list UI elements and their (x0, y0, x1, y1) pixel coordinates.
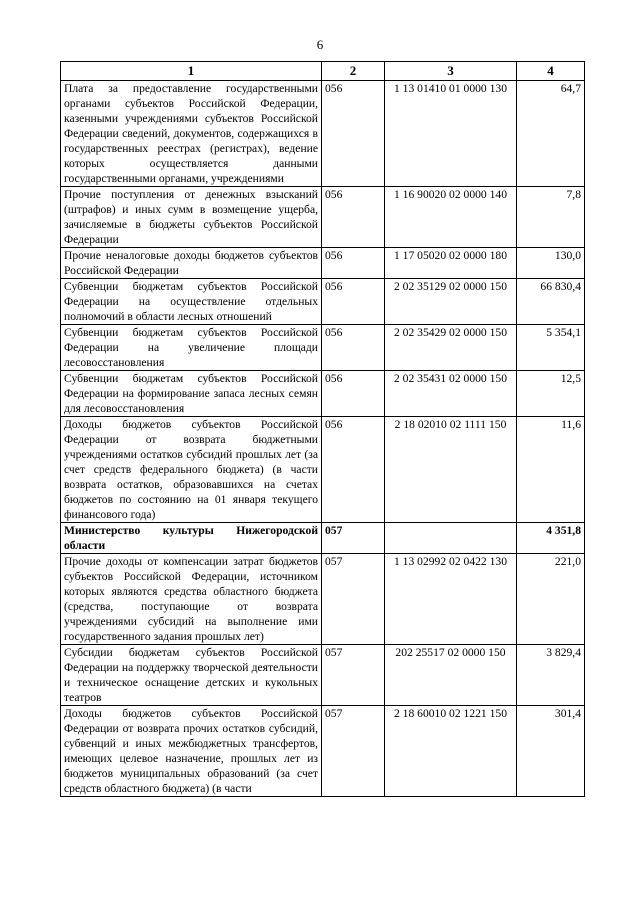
header-col-1: 1 (61, 62, 322, 81)
table-row (61, 554, 585, 645)
budget-class-code: 202 25517 02 0000 150 (385, 645, 517, 706)
income-name: Субвенции бюджетам субъектов Российской Федерации на осуществление отдельных полномочий в области лесных отношений (61, 279, 322, 325)
budget-class-code: 2 18 02010 02 1111 150 (385, 417, 517, 523)
budget-class-code: 1 16 90020 02 0000 140 (385, 187, 517, 248)
budget-class-code: 2 02 35431 02 0000 150 (385, 371, 517, 417)
budget-class-code (385, 523, 517, 554)
table-row (61, 706, 585, 797)
admin-code: 057 (322, 645, 385, 706)
table-row (61, 279, 585, 325)
section-title: Министерство культуры Нижегородской области (61, 523, 322, 554)
page-number: 6 (316, 37, 324, 52)
admin-code: 056 (322, 417, 385, 523)
admin-code: 057 (322, 554, 385, 645)
income-name: Прочие доходы от компенсации затрат бюджетов субъектов Российской Федерации, источником которых являются средства областного бюджета (средства, поступающие от возврата учреждениями субсидий на выполнение ими государственного задания прошлых лет) (61, 554, 322, 645)
amount: 130,0 (517, 248, 585, 279)
budget-class-code: 2 02 35129 02 0000 150 (385, 279, 517, 325)
table-row (61, 325, 585, 371)
income-name: Прочие поступления от денежных взысканий (штрафов) и иных сумм в возмещение ущерба, зачисляемые в бюджеты субъектов Российской Федерации (61, 187, 322, 248)
admin-code: 056 (322, 248, 385, 279)
income-name: Субсидии бюджетам субъектов Российской Федерации на поддержку творческой деятельности и техническое оснащение детских и кукольных театров (61, 645, 322, 706)
admin-code: 056 (322, 325, 385, 371)
budget-class-code: 1 17 05020 02 0000 180 (385, 248, 517, 279)
budget-class-code: 2 02 35429 02 0000 150 (385, 325, 517, 371)
header-col-2: 2 (322, 62, 385, 81)
header-col-3: 3 (385, 62, 517, 81)
amount: 12,5 (517, 371, 585, 417)
amount: 11,6 (517, 417, 585, 523)
admin-code: 056 (322, 187, 385, 248)
section-total: 4 351,8 (517, 523, 585, 554)
amount: 64,7 (517, 81, 585, 187)
header-row (61, 62, 585, 81)
admin-code: 056 (322, 81, 385, 187)
amount: 3 829,4 (517, 645, 585, 706)
table-row (61, 417, 585, 523)
admin-code: 056 (322, 371, 385, 417)
amount: 7,8 (517, 187, 585, 248)
amount: 221,0 (517, 554, 585, 645)
admin-code: 057 (322, 706, 385, 797)
amount: 5 354,1 (517, 325, 585, 371)
income-name: Плата за предоставление государственными органами субъектов Российской Федерации, казенными учреждениями субъектов Российской Федерации сведений, документов, содержащихся в государственных реестрах (регистрах), ведение которых осуществляется данными государственными органами, учреждениями (61, 81, 322, 187)
income-name: Субвенции бюджетам субъектов Российской Федерации на увеличение площади лесовосстановления (61, 325, 322, 371)
section-row (61, 523, 585, 554)
amount: 301,4 (517, 706, 585, 797)
income-name: Доходы бюджетов субъектов Российской Федерации от возврата бюджетными учреждениями остатков субсидий прошлых лет (за счет средств федерального бюджета) (в части возврата остатков, образовавшихся на счетах бюджетов по состоянию на 01 января текущего финансового года) (61, 417, 322, 523)
budget-class-code: 2 18 60010 02 1221 150 (385, 706, 517, 797)
table-row (61, 187, 585, 248)
budget-class-code: 1 13 02992 02 0422 130 (385, 554, 517, 645)
income-name: Субвенции бюджетам субъектов Российской Федерации на формирование запаса лесных семян для лесовосстановления (61, 371, 322, 417)
amount: 66 830,4 (517, 279, 585, 325)
budget-class-code: 1 13 01410 01 0000 130 (385, 81, 517, 187)
table-row (61, 81, 585, 187)
admin-code: 057 (322, 523, 385, 554)
table-row (61, 645, 585, 706)
table-row (61, 248, 585, 279)
header-col-4: 4 (517, 62, 585, 81)
income-name: Прочие неналоговые доходы бюджетов субъектов Российской Федерации (61, 248, 322, 279)
budget-table (60, 61, 585, 797)
income-name: Доходы бюджетов субъектов Российской Федерации от возврата прочих остатков субсидий, субвенций и иных межбюджетных трансфертов, имеющих целевое назначение, прошлых лет из бюджетов муниципальных образований (за счет средств областного бюджета) (в части (61, 706, 322, 797)
table-row (61, 371, 585, 417)
admin-code: 056 (322, 279, 385, 325)
